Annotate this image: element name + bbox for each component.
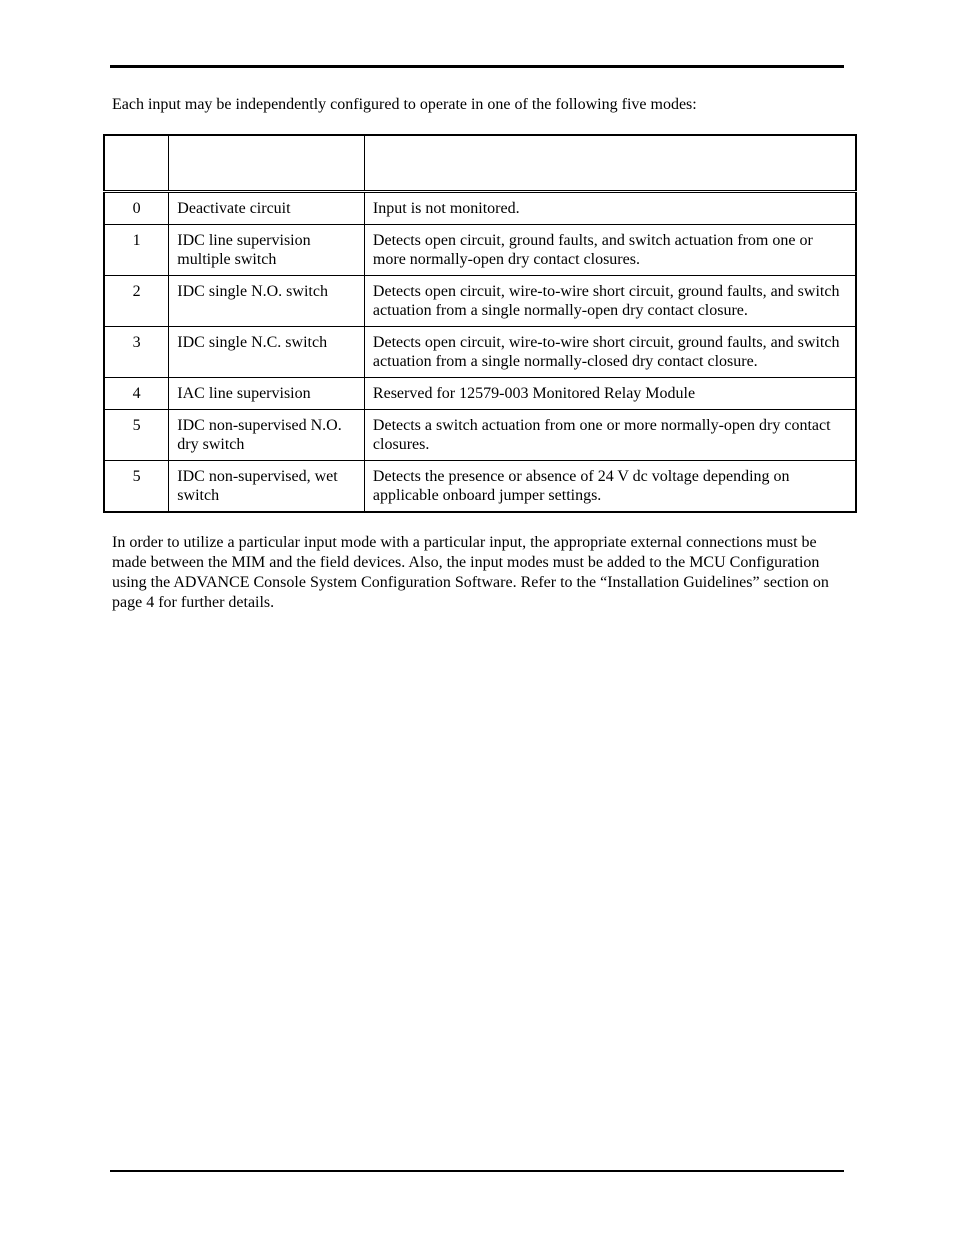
table-row (104, 327, 856, 378)
intro-paragraph: Each input may be independently configured to operate in one of the following five modes: (112, 96, 697, 113)
cell-name: IDC line supervision multiple switch (169, 225, 365, 276)
cell-name: IDC single N.O. switch (169, 276, 365, 327)
cell-description: Input is not monitored. (364, 192, 856, 225)
cell-name: Deactivate circuit (169, 192, 365, 225)
cell-description: Detects open circuit, wire-to-wire short circuit, ground faults, and switch actuation from a single normally-closed dry contact closure. (364, 327, 856, 378)
cell-mode: 5 (104, 461, 169, 513)
table-header-row (104, 135, 856, 192)
header-rule (110, 65, 844, 68)
header-description (364, 135, 856, 192)
input-modes-table (103, 134, 857, 513)
cell-mode: 3 (104, 327, 169, 378)
cell-description: Detects the presence or absence of 24 V dc voltage depending on applicable onboard jumper settings. (364, 461, 856, 513)
cell-name: IDC single N.C. switch (169, 327, 365, 378)
cell-mode: 0 (104, 192, 169, 225)
header-mode (104, 135, 169, 192)
header-name (169, 135, 365, 192)
cell-mode: 2 (104, 276, 169, 327)
cell-mode: 5 (104, 410, 169, 461)
table-row (104, 410, 856, 461)
cell-name: IDC non-supervised N.O. dry switch (169, 410, 365, 461)
table-row (104, 276, 856, 327)
cell-description: Detects a switch actuation from one or more normally-open dry contact closures. (364, 410, 856, 461)
table-row (104, 378, 856, 410)
cell-mode: 4 (104, 378, 169, 410)
body-paragraph: In order to utilize a particular input mode with a particular input, the appropriate external connections must be made between the MIM and the field devices. Also, the input modes must be added to the MCU Configuration using the ADVANCE Console System Configuration Software. Refer to the “Installation Guidelines” section on page 4 for further details. (112, 534, 829, 611)
cell-name: IDC non-supervised, wet switch (169, 461, 365, 513)
cell-mode: 1 (104, 225, 169, 276)
cell-description: Reserved for 12579-003 Monitored Relay Module (364, 378, 856, 410)
table-row (104, 461, 856, 513)
cell-description: Detects open circuit, wire-to-wire short circuit, ground faults, and switch actuation from a single normally-open dry contact closure. (364, 276, 856, 327)
footer-rule (110, 1170, 844, 1172)
cell-name: IAC line supervision (169, 378, 365, 410)
table-row (104, 225, 856, 276)
table-row (104, 192, 856, 225)
cell-description: Detects open circuit, ground faults, and switch actuation from one or more normally-open dry contact closures. (364, 225, 856, 276)
